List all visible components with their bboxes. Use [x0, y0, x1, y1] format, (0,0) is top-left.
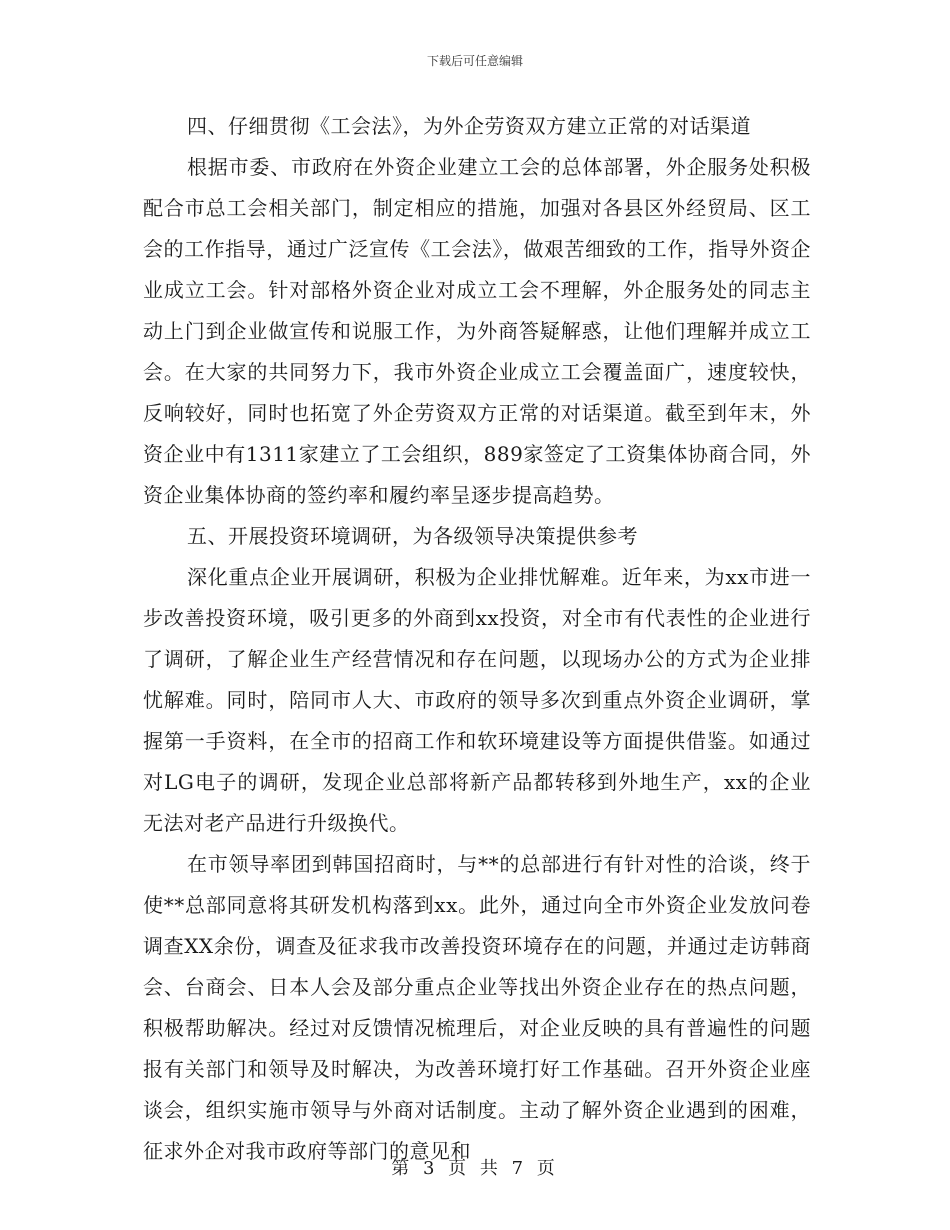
paragraph-investment-research: 深化重点企业开展调研，积极为企业排忧解难。近年来，为xx市进一步改善投资环境，吸引更多的外商到xx投资，对全市有代表性的企业进行了调研，了解企业生产经营情况和存在问题，以现场办公的方式为企业排忧解难。同时，陪同市人大、市政府的领导多次到重点外资企业调研，掌握第一手资料，在全市的招商工作和软环境建设等方面提供借鉴。如通过对LG电子的调研，发现企业总部将新产品都转移到外地生产，xx的企业无法对老产品进行升级换代。 [143, 565, 811, 835]
section-heading-5: 五、开展投资环境调研，为各级领导决策提供参考 [187, 524, 638, 548]
page-number-footer: 第 3 页 共 7 页 [391, 1158, 559, 1179]
section-heading-4: 四、仔细贯彻《工会法》，为外企劳资双方建立正常的对话渠道 [187, 114, 751, 138]
paragraph-union-law: 根据市委、市政府在外资企业建立工会的总体部署，外企服务处积极配合市总工会相关部门，制定相应的措施，加强对各县区外经贸局、区工会的工作指导，通过广泛宣传《工会法》，做艰苦细致的工作，指导外资企业成立工会。针对部格外资企业对成立工会不理解，外企服务处的同志主动上门到企业做宣传和说服工作，为外商答疑解惑，让他们理解并成立工会。在大家的共同努力下，我市外资企业成立工会覆盖面广，速度较快，反响较好，同时也拓宽了外企劳资双方正常的对话渠道。截至到年末，外资企业中有1311家建立了工会组织，889家签定了工资集体协商合同，外资企业集体协商的签约率和履约率呈逐步提高趋势。 [143, 155, 811, 507]
page-header-note: 下载后可任意编辑 [426, 54, 523, 68]
paragraph-korea-visit: 在市领导率团到韩国招商时，与**的总部进行有针对性的洽谈，终于使**总部同意将其研发机构落到xx。此外，通过向全市外资企业发放问卷调查XX余份，调查及征求我市改善投资环境存在的问题，并通过走访韩商会、台商会、日本人会及部分重点企业等找出外资企业存在的热点问题，积极帮助解决。经过对反馈情况梳理后，对企业反映的具有普遍性的问题报有关部门和领导及时解决，为改善环境打好工作基础。召开外资企业座谈会，组织实施市领导与外商对话制度。主动了解外资企业遇到的困难，征求外企对我市政府等部门的意见和 [143, 852, 811, 1163]
document-body [143, 106, 811, 1172]
